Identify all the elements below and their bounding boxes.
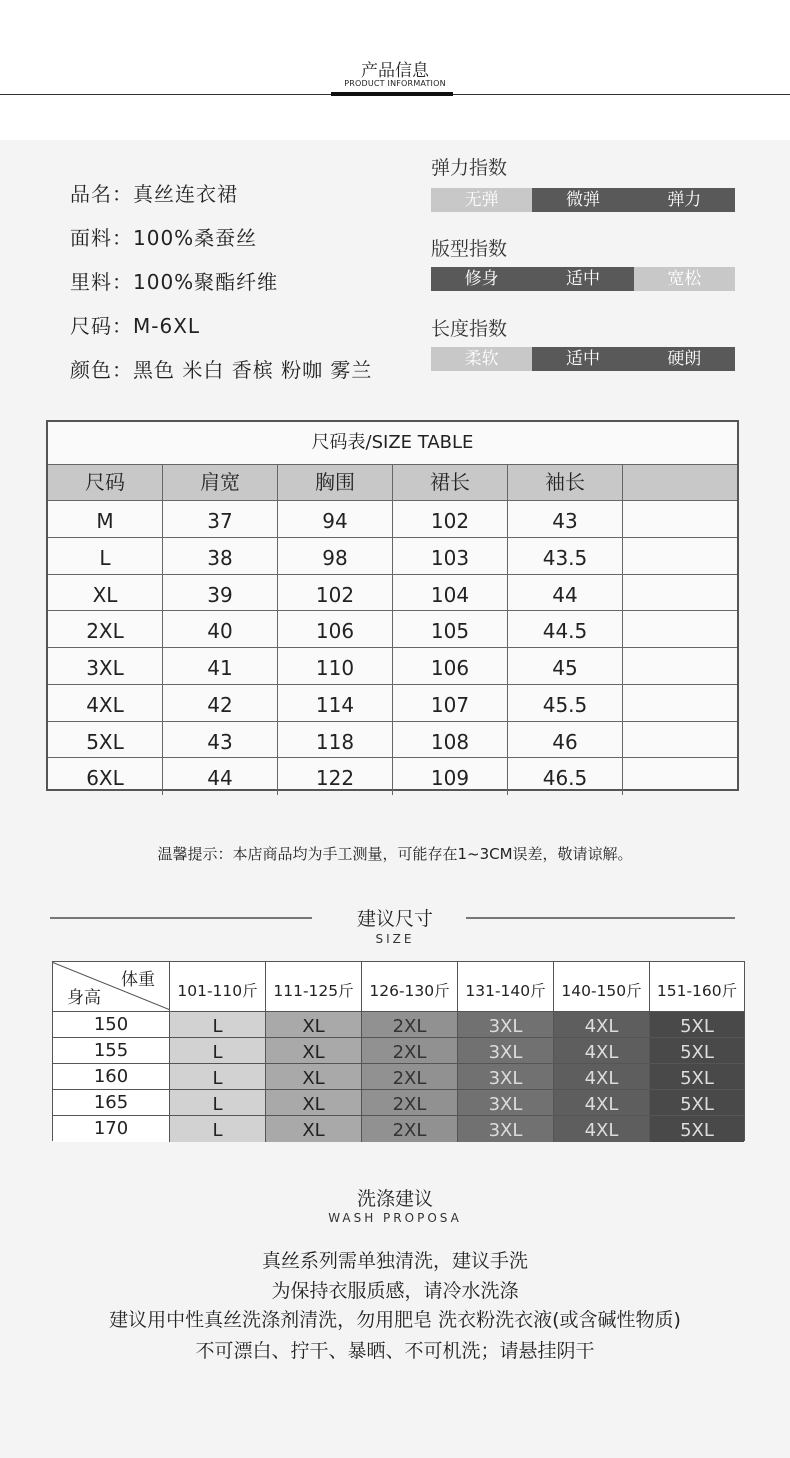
size-cell: 94 bbox=[278, 501, 393, 537]
header-cell: 裙长 bbox=[393, 465, 508, 500]
corner-weight-label: 体重 bbox=[121, 970, 155, 990]
header-cell: 袖长 bbox=[508, 465, 623, 500]
header-accent-bar bbox=[331, 92, 453, 96]
weight-header: 126-130斤 bbox=[362, 962, 458, 1011]
weight-header: 101-110斤 bbox=[170, 962, 266, 1011]
size-row bbox=[48, 501, 737, 538]
size-cell: 3XL bbox=[48, 648, 163, 684]
size-cell bbox=[623, 685, 737, 721]
size-table-header bbox=[48, 465, 737, 501]
header-cell: 胸围 bbox=[278, 465, 393, 500]
size-recommend-cell: 5XL bbox=[650, 1090, 744, 1115]
size-recommend-cell: XL bbox=[266, 1064, 362, 1089]
size-table-body bbox=[48, 501, 737, 795]
size-recommend-cell: L bbox=[170, 1090, 266, 1115]
size-cell: 103 bbox=[393, 538, 508, 574]
size-recommend-cell: 4XL bbox=[554, 1038, 650, 1063]
size-row bbox=[48, 648, 737, 685]
size-table-title: 尺码表/SIZE TABLE bbox=[48, 422, 737, 465]
info-fabric: 面料：100%桑蚕丝 bbox=[70, 226, 258, 250]
height-cell: 155 bbox=[53, 1038, 170, 1063]
size-cell: 108 bbox=[393, 722, 508, 758]
size-recommend-cell: XL bbox=[266, 1038, 362, 1063]
size-cell: 110 bbox=[278, 648, 393, 684]
size-cell: 109 bbox=[393, 758, 508, 795]
height-cell: 150 bbox=[53, 1012, 170, 1037]
size-cell: M bbox=[48, 501, 163, 537]
size-cell: 42 bbox=[163, 685, 278, 721]
size-cell: L bbox=[48, 538, 163, 574]
corner-height-label: 身高 bbox=[67, 988, 101, 1008]
measurement-tip: 温馨提示：本店商品均为手工测量，可能存在1~3CM误差，敬请谅解。 bbox=[157, 845, 633, 863]
info-color: 颜色：黑色 米白 香槟 粉咖 雾兰 bbox=[70, 358, 373, 382]
recommend-row bbox=[53, 1038, 744, 1064]
weight-header: 140-150斤 bbox=[554, 962, 650, 1011]
elasticity-option: 微弹 bbox=[532, 188, 633, 212]
size-cell: XL bbox=[48, 575, 163, 611]
recommend-row bbox=[53, 1116, 744, 1142]
size-row bbox=[48, 575, 737, 612]
size-cell bbox=[623, 648, 737, 684]
elasticity-option: 弹力 bbox=[634, 188, 735, 212]
wash-line: 建议用中性真丝洗涤剂清洗，勿用肥皂 洗衣粉洗衣液(或含碱性物质) bbox=[109, 1309, 681, 1331]
size-table bbox=[46, 420, 739, 791]
size-cell: 98 bbox=[278, 538, 393, 574]
size-cell: 4XL bbox=[48, 685, 163, 721]
recommend-table bbox=[52, 961, 745, 1141]
recommend-row bbox=[53, 1090, 744, 1116]
length-option: 柔软 bbox=[431, 347, 532, 371]
size-recommend-cell: 5XL bbox=[650, 1116, 744, 1142]
size-recommend-cell: 3XL bbox=[458, 1038, 554, 1063]
size-recommend-cell: XL bbox=[266, 1090, 362, 1115]
weight-header: 151-160斤 bbox=[656, 982, 738, 1000]
size-recommend-cell: XL bbox=[266, 1012, 362, 1037]
size-row bbox=[48, 538, 737, 575]
size-cell bbox=[623, 758, 737, 795]
size-cell bbox=[623, 722, 737, 758]
size-cell: 2XL bbox=[48, 611, 163, 647]
size-cell: 46.5 bbox=[508, 758, 623, 795]
weight-header: 131-140斤 bbox=[458, 962, 554, 1011]
fit-bar bbox=[431, 267, 735, 291]
length-option: 适中 bbox=[532, 347, 633, 371]
size-cell: 38 bbox=[163, 538, 278, 574]
section-subtitle: PRODUCT INFORMATION bbox=[344, 79, 446, 88]
size-cell: 106 bbox=[393, 648, 508, 684]
recommend-row bbox=[53, 1064, 744, 1090]
size-cell: 43.5 bbox=[508, 538, 623, 574]
size-recommend-cell: 4XL bbox=[554, 1116, 650, 1142]
info-size: 尺码：M-6XL bbox=[70, 314, 201, 338]
size-cell bbox=[623, 538, 737, 574]
size-cell bbox=[623, 611, 737, 647]
size-cell bbox=[623, 501, 737, 537]
fit-option: 适中 bbox=[532, 267, 633, 291]
size-cell: 44.5 bbox=[508, 611, 623, 647]
recommend-body bbox=[53, 1012, 744, 1142]
size-row bbox=[48, 722, 737, 759]
size-cell: 102 bbox=[278, 575, 393, 611]
size-recommend-cell: 4XL bbox=[554, 1090, 650, 1115]
elasticity-option: 无弹 bbox=[431, 188, 532, 212]
size-recommend-cell: 4XL bbox=[554, 1064, 650, 1089]
size-recommend-cell: 5XL bbox=[650, 1012, 744, 1037]
size-recommend-cell: XL bbox=[266, 1116, 362, 1142]
size-recommend-cell: L bbox=[170, 1038, 266, 1063]
recommend-subtitle: SIZE bbox=[375, 932, 415, 946]
size-cell: 43 bbox=[163, 722, 278, 758]
size-cell: 40 bbox=[163, 611, 278, 647]
size-recommend-cell: 2XL bbox=[362, 1116, 458, 1142]
size-cell bbox=[623, 575, 737, 611]
size-cell: 45 bbox=[508, 648, 623, 684]
size-cell: 5XL bbox=[48, 722, 163, 758]
recommend-row bbox=[53, 1012, 744, 1038]
recommend-title: 建议尺寸 bbox=[356, 908, 433, 930]
size-recommend-cell: 3XL bbox=[458, 1090, 554, 1115]
info-lining: 里料：100%聚酯纤维 bbox=[70, 270, 279, 294]
length-option: 硬朗 bbox=[634, 347, 735, 371]
size-recommend-cell: 2XL bbox=[362, 1064, 458, 1089]
size-row bbox=[48, 685, 737, 722]
size-cell: 102 bbox=[393, 501, 508, 537]
size-recommend-cell: 5XL bbox=[650, 1064, 744, 1089]
size-recommend-cell: 3XL bbox=[458, 1116, 554, 1142]
wash-line: 不可漂白、拧干、暴晒、不可机洗；请悬挂阴干 bbox=[195, 1340, 595, 1362]
weight-header: 111-125斤 bbox=[266, 962, 362, 1011]
wash-line: 真丝系列需单独清洗，建议手洗 bbox=[261, 1250, 528, 1272]
height-cell: 170 bbox=[53, 1116, 170, 1142]
size-cell: 122 bbox=[278, 758, 393, 795]
size-recommend-cell: 3XL bbox=[458, 1064, 554, 1089]
size-row bbox=[48, 758, 737, 795]
size-cell: 6XL bbox=[48, 758, 163, 795]
size-cell: 118 bbox=[278, 722, 393, 758]
size-cell: 106 bbox=[278, 611, 393, 647]
header-cell: 尺码 bbox=[48, 465, 163, 500]
size-cell: 44 bbox=[163, 758, 278, 795]
size-recommend-cell: 2XL bbox=[362, 1038, 458, 1063]
recommend-header bbox=[53, 962, 744, 1012]
size-cell: 45.5 bbox=[508, 685, 623, 721]
size-cell: 43 bbox=[508, 501, 623, 537]
fit-option: 修身 bbox=[431, 267, 532, 291]
height-cell: 160 bbox=[53, 1064, 170, 1089]
size-recommend-cell: 2XL bbox=[362, 1012, 458, 1037]
size-cell: 37 bbox=[163, 501, 278, 537]
size-cell: 41 bbox=[163, 648, 278, 684]
length-bar bbox=[431, 347, 735, 371]
elasticity-title: 弹力指数 bbox=[431, 157, 508, 179]
size-cell: 46 bbox=[508, 722, 623, 758]
header-cell: 肩宽 bbox=[163, 465, 278, 500]
info-name: 品名：真丝连衣裙 bbox=[70, 182, 238, 206]
fit-title: 版型指数 bbox=[431, 238, 508, 260]
height-cell: 165 bbox=[53, 1090, 170, 1115]
size-recommend-cell: 4XL bbox=[554, 1012, 650, 1037]
size-cell: 107 bbox=[393, 685, 508, 721]
size-cell: 39 bbox=[163, 575, 278, 611]
size-recommend-cell: L bbox=[170, 1116, 266, 1142]
size-recommend-cell: 5XL bbox=[650, 1038, 744, 1063]
wash-title: 洗涤建议 bbox=[356, 1188, 433, 1210]
size-cell: 104 bbox=[393, 575, 508, 611]
fit-option: 宽松 bbox=[634, 267, 735, 291]
wash-line: 为保持衣服质感，请冷水洗涤 bbox=[271, 1280, 519, 1302]
length-title: 长度指数 bbox=[431, 318, 508, 340]
size-row bbox=[48, 611, 737, 648]
size-cell: 114 bbox=[278, 685, 393, 721]
size-recommend-cell: 3XL bbox=[458, 1012, 554, 1037]
size-cell: 44 bbox=[508, 575, 623, 611]
size-recommend-cell: L bbox=[170, 1012, 266, 1037]
section-title: 产品信息 bbox=[361, 61, 429, 81]
size-cell: 105 bbox=[393, 611, 508, 647]
corner-cell bbox=[53, 962, 170, 1011]
size-recommend-cell: L bbox=[170, 1064, 266, 1089]
elasticity-bar bbox=[431, 188, 735, 212]
header-cell bbox=[623, 465, 737, 500]
size-recommend-cell: 2XL bbox=[362, 1090, 458, 1115]
wash-subtitle: WASH PROPOSA bbox=[328, 1211, 462, 1225]
